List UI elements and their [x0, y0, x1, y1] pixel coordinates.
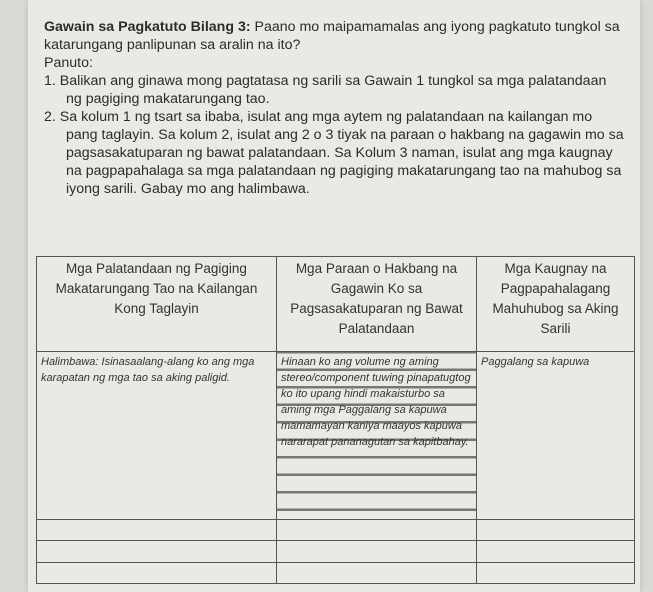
table-row: [37, 562, 635, 583]
example-pagpapahalaga-cell: Paggalang sa kapuwa: [477, 352, 635, 520]
activity-table: [36, 256, 635, 584]
example-paraan-cell: Hinaan ko ang volume ng aming stereo/component tuwing pinapatugtog ko ito upang hindi makaisturbo sa aming mga Paggalang sa kapuwa mamamayan kaniya maayos kapuwa nararapat pananagutan sa kapitbahay.: [277, 352, 477, 520]
instruction-step-1: 1. Balikan ang ginawa mong pagtatasa ng sarili sa Gawain 1 tungkol sa mga palatandaan ng pagiging makatarungang tao.: [44, 73, 607, 107]
column-header-pagpapahalaga: Mga Kaugnay na Pagpapahalagang Mahuhubog sa Aking Sarili: [477, 257, 635, 352]
activity-title: [44, 18, 626, 54]
blank-cell[interactable]: [37, 541, 277, 562]
blank-cell[interactable]: [37, 562, 277, 583]
blank-cell[interactable]: [477, 519, 635, 540]
instruction-step-2: 2. Sa kolum 1 ng tsart sa ibaba, isulat ang mga aytem ng palatandaan na kailangan mo pang taglayin. Sa kolum 2, isulat ang 2 o 3 tiyak na paraan o hakbang na gagawin mo sa pagsasakatuparan ng bawat palatandaan. Sa Kolum 3 naman, isulat ang mga kaugnay na pagpapahalaga sa mga palatandaan ng pagiging makatarungang tao na mahubog sa iyong sarili. Gabay mo ang halimbawa.: [44, 109, 624, 197]
column-header-palatandaan: Mga Palatandaan ng Pagiging Makatarungang Tao na Kailangan Kong Taglayin: [37, 257, 277, 352]
panuto-label: Panuto:: [44, 55, 93, 71]
example-palatandaan-cell: Halimbawa: Isinasaalang-alang ko ang mga karapatan ng mga tao sa aking paligid.: [37, 352, 277, 520]
blank-cell[interactable]: [277, 562, 477, 583]
instructions: [44, 18, 626, 198]
blank-cell[interactable]: [477, 562, 635, 583]
blank-cell[interactable]: [277, 519, 477, 540]
blank-cell[interactable]: [37, 519, 277, 540]
worksheet-page: [28, 0, 640, 592]
example-row: [37, 352, 635, 520]
activity-title-label: Gawain sa Pagkatuto Bilang 3:: [44, 19, 251, 35]
table-header-row: [37, 257, 635, 352]
blank-cell[interactable]: [477, 541, 635, 562]
activity-question: Paano mo maipamamalas ang iyong pagkatuto tungkol sa katarungang panlipunan sa aralin na ito?: [44, 19, 620, 53]
table-row: [37, 541, 635, 562]
table-row: [37, 519, 635, 540]
blank-cell[interactable]: [277, 541, 477, 562]
column-header-paraan: Mga Paraan o Hakbang na Gagawin Ko sa Pagsasakatuparan ng Bawat Palatandaan: [277, 257, 477, 352]
